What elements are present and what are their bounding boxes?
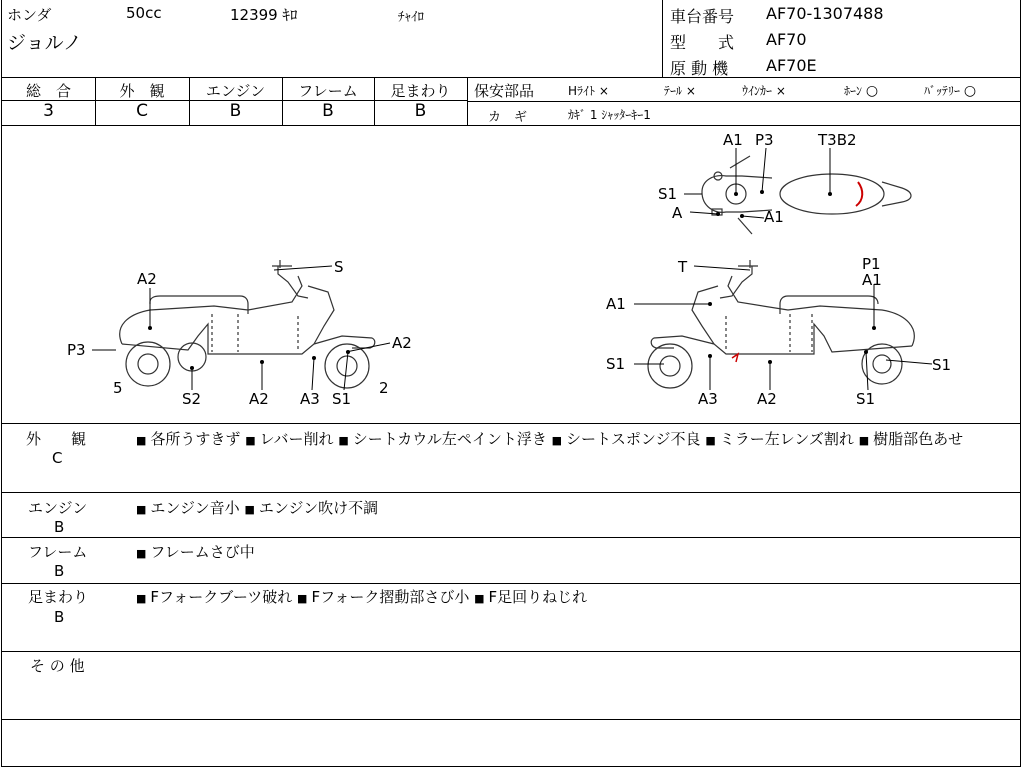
grade-header-overall: 総 合	[25, 82, 71, 100]
remark-items-exterior	[136, 428, 1006, 452]
damage-mark-floor	[732, 354, 738, 362]
safety-label: 保安部品	[474, 82, 535, 100]
maker: ホンダ	[7, 6, 52, 24]
displacement: 50cc	[126, 4, 162, 22]
engine-label: 原 動 機	[670, 59, 729, 78]
remark-item: ■ エンジン音小	[136, 499, 240, 517]
remark-item: ■ F足回りねじれ	[474, 588, 588, 606]
header-bottom-line	[2, 77, 1020, 78]
grade-header-frame: フレーム	[298, 82, 358, 100]
key-label: カ ギ	[488, 110, 528, 125]
remark-label-exterior: 外 観	[26, 430, 87, 448]
safety-item-horn: ﾎｰﾝ ○	[844, 83, 879, 99]
label-left-s1: S1	[332, 390, 352, 408]
color: ﾁｬｲﾛ	[398, 10, 424, 25]
remark-grade-frame: B	[54, 562, 65, 580]
label-right-a1-side: A1	[606, 295, 626, 313]
label-left-a2-fender: A2	[392, 334, 412, 352]
label-left-5: 5	[113, 379, 123, 397]
damage-mark-seat	[856, 182, 862, 206]
scooter-left-side-drawing	[120, 260, 375, 388]
label-right-s1-rear: S1	[932, 356, 952, 374]
safety-mid-line	[467, 101, 1020, 102]
label-right-a2: A2	[757, 390, 777, 408]
grade-header-suspension: 足まわり	[390, 82, 451, 100]
remark-item: ■ ミラー左レンズ割れ	[705, 430, 854, 448]
remark-item: ■ 樹脂部色あせ	[858, 430, 964, 448]
remark-item: ■ レバー削れ	[245, 430, 334, 448]
label-top-a1-lower: A1	[764, 208, 784, 226]
battery-mark: ○	[963, 83, 977, 99]
label-top-t3b2: T3B2	[818, 131, 857, 149]
model-name: ジョルノ	[7, 32, 82, 54]
type-value: AF70	[766, 30, 807, 49]
label-left-s2: S2	[182, 390, 202, 408]
remark-grade-suspension: B	[54, 608, 65, 626]
label-right-a3: A3	[698, 390, 718, 408]
label-right-s1-front: S1	[606, 355, 626, 373]
winker-mark: ×	[775, 84, 786, 98]
label-left-2: 2	[379, 379, 389, 397]
remark-item: ■ シートスポンジ不良	[551, 430, 701, 448]
engine-value: AF70E	[766, 56, 817, 75]
mileage: 12399 ｷﾛ	[230, 6, 298, 24]
remark-item: ■ エンジン吹け不調	[244, 499, 379, 517]
label-left-a3: A3	[300, 390, 320, 408]
label-right-a1-top: A1	[862, 271, 882, 289]
type-label: 型 式	[670, 33, 735, 52]
label-right-t: T	[678, 258, 688, 276]
grade-header-engine: エンジン	[205, 82, 266, 100]
diagram-bottom-line	[2, 423, 1020, 424]
label-top-a: A	[672, 204, 683, 222]
label-left-a2-seat: A2	[137, 270, 157, 288]
label-top-s1: S1	[658, 185, 678, 203]
label-right-s1-bottom: S1	[856, 390, 876, 408]
frame-number: AF70-1307488	[766, 4, 884, 23]
safety-item-tail: ﾃｰﾙ ×	[664, 84, 696, 98]
remark-item: ■ シートカウル左ペイント浮き	[338, 430, 547, 448]
grade-frame: B	[322, 101, 334, 121]
grade-suspension: B	[414, 101, 427, 121]
label-left-s: S	[334, 258, 344, 276]
remark-items-suspension	[136, 586, 587, 607]
safety-item-battery: ﾊﾞｯﾃﾘｰ ○	[924, 83, 977, 99]
label-left-a2-floor: A2	[249, 390, 269, 408]
safety-item-winker: ｳｲﾝｶｰ ×	[742, 84, 786, 98]
remark-label-other: そ の 他	[30, 657, 85, 675]
grade-header-exterior: 外 観	[119, 82, 165, 100]
key-value: ｶｷﾞ 1 ｼｬｯﾀｰｷｰ1	[568, 108, 651, 122]
remark-items-frame	[136, 541, 255, 562]
scooter-top-view-drawing	[702, 156, 911, 234]
safety-item-headlight: Hﾗｲﾄ ×	[568, 84, 609, 98]
remark-items-engine	[136, 497, 378, 518]
remark-item: ■ 各所うすきず	[136, 430, 241, 448]
remark-label-suspension: 足まわり	[28, 588, 89, 606]
headlight-mark: ×	[598, 84, 609, 98]
horn-mark: ○	[865, 83, 879, 99]
tail-mark: ×	[685, 84, 696, 98]
remark-grade-exterior: C	[52, 449, 63, 467]
frame-label: 車台番号	[670, 7, 735, 26]
label-top-p3: P3	[755, 131, 774, 149]
grade-overall: 3	[43, 101, 54, 121]
label-left-p3: P3	[67, 341, 86, 359]
grade-exterior: C	[136, 101, 148, 121]
label-right-p1: P1	[862, 255, 881, 273]
header-divider	[662, 0, 663, 77]
grade-engine: B	[229, 101, 242, 121]
remark-item: ■ フレームさび中	[136, 543, 255, 561]
inspection-sheet	[1, 0, 1021, 767]
label-top-a1: A1	[723, 131, 743, 149]
remark-grade-engine: B	[54, 518, 65, 536]
remark-item: ■ Fフォークブーツ破れ	[136, 588, 293, 606]
remark-item: ■ Fフォーク摺動部さび小	[297, 588, 470, 606]
remark-label-engine: エンジン	[28, 499, 88, 517]
remark-label-frame: フレーム	[28, 543, 88, 561]
